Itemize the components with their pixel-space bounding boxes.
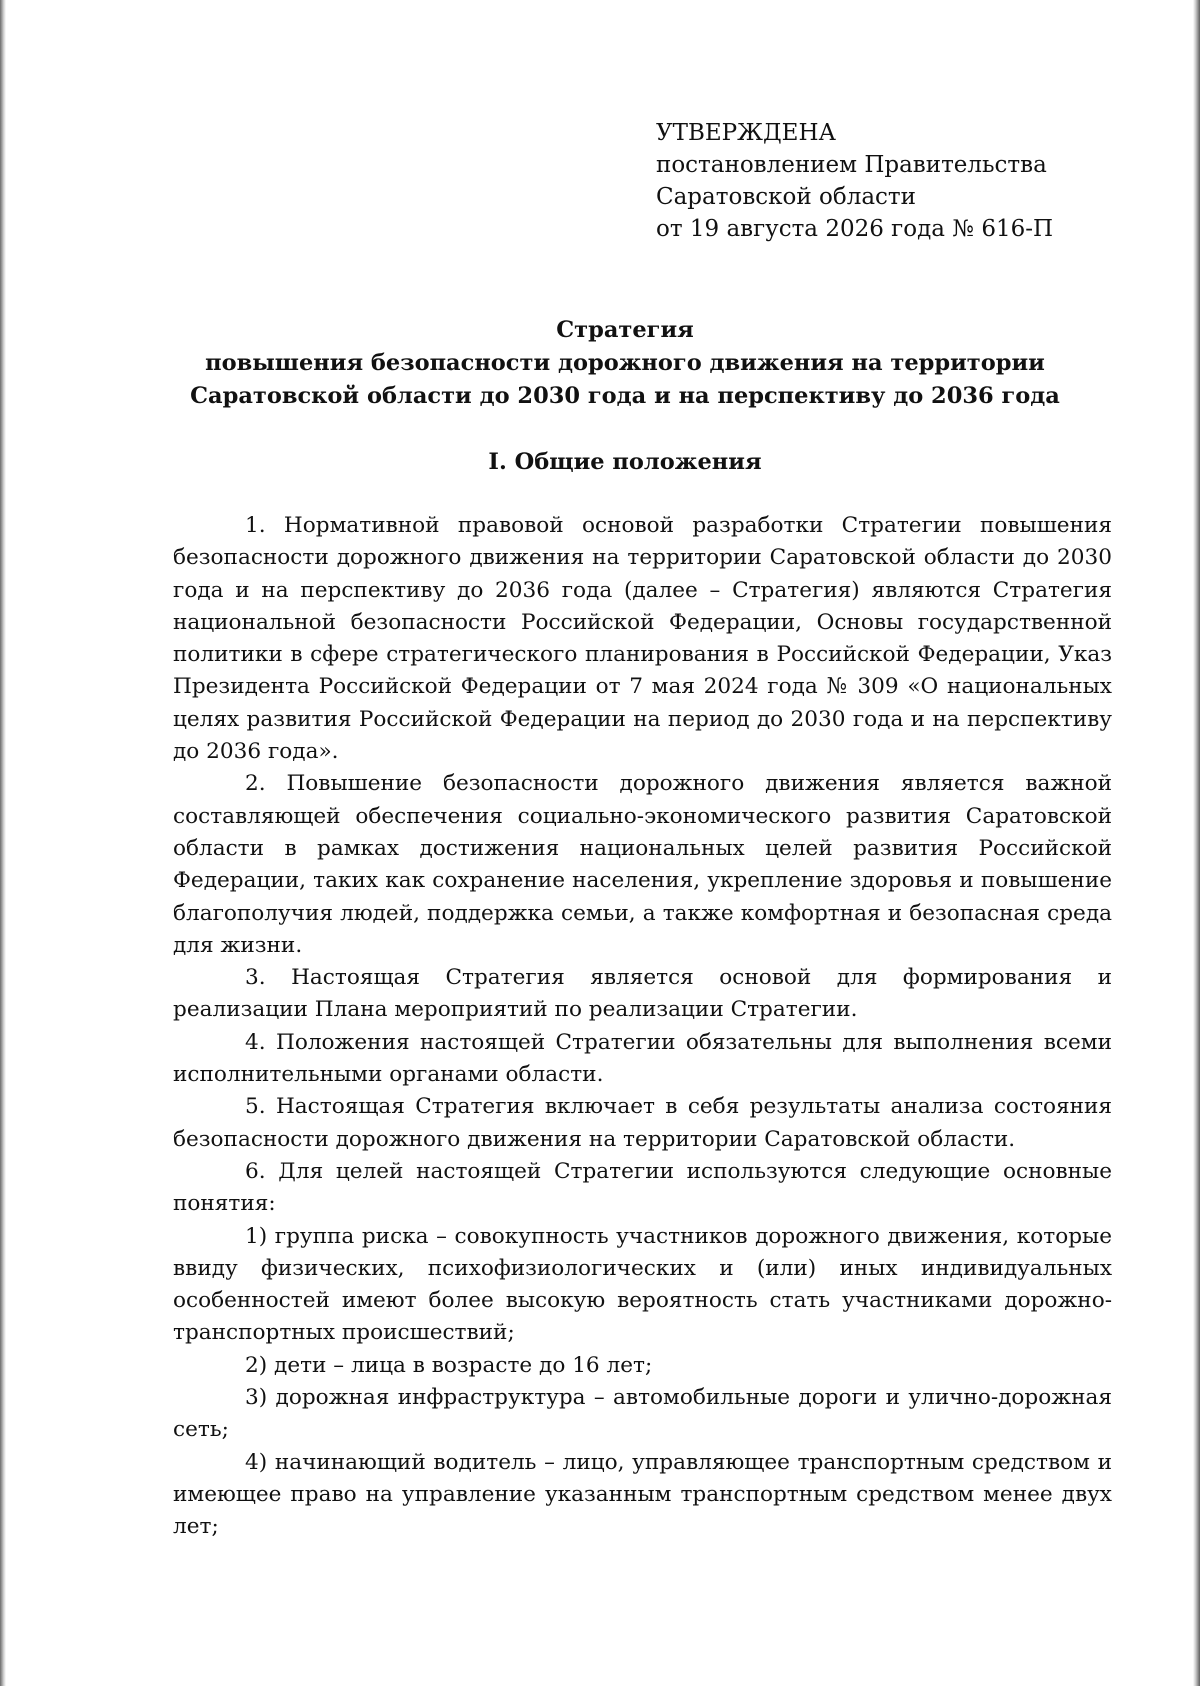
document-body xyxy=(173,510,1112,1544)
title-line-1: Стратегия xyxy=(556,317,694,343)
definition-1: 1) группа риска – совокупность участников дорожного движения, которые ввиду физических, психофизиологических и (или) иных индивидуальных особенностей имеют более высокую вероятность стать участниками дорожно-транспортных происшествий; xyxy=(173,1223,1112,1346)
paragraph-4: 4. Положения настоящей Стратегии обязательны для выполнения всеми исполнительными органами области. xyxy=(173,1029,1112,1088)
document-title xyxy=(120,314,1130,413)
section-heading: I. Общие положения xyxy=(488,449,762,475)
approval-label: УТВЕРЖДЕНА xyxy=(656,120,836,146)
approval-region: Саратовской области xyxy=(656,184,916,210)
title-line-3: Саратовской области до 2030 года и на перспективу до 2036 года xyxy=(190,383,1060,409)
definition-4: 4) начинающий водитель – лицо, управляющее транспортным средством и имеющее право на управление указанным транспортным средством менее двух лет; xyxy=(173,1449,1112,1540)
paragraph-1: 1. Нормативной правовой основой разработки Стратегии повышения безопасности дорожного движения на территории Саратовской области до 2030 года и на перспективу до 2036 года (далее – Стратегия) являются Стратегия национальной безопасности Российской Федерации, Основы государственной политики в сфере стратегического планирования в Российской Федерации, Указ Президента Российской Федерации от 7 мая 2024 года № 309 «О национальных целях развития Российской Федерации на период до 2030 года и на перспективу до 2036 года». xyxy=(173,513,1112,765)
paragraph-3: 3. Настоящая Стратегия является основой для формирования и реализации Плана мероприятий по реализации Стратегии. xyxy=(173,965,1112,1023)
scan-edge-right xyxy=(1193,0,1200,1686)
approval-stamp-block xyxy=(656,117,1116,245)
approval-date-number: от 19 августа 2026 года № 616-П xyxy=(656,216,1054,242)
paragraph-5: 5. Настоящая Стратегия включает в себя результаты анализа состояния безопасности дорожного движения на территории Саратовской области. xyxy=(173,1094,1112,1152)
definition-3: 3) дорожная инфраструктура – автомобильные дороги и улично-дорожная сеть; xyxy=(173,1385,1112,1443)
definition-2: 2) дети – лица в возрасте до 16 лет; xyxy=(245,1352,653,1378)
paragraph-6: 6. Для целей настоящей Стратегии используются следующие основные понятия: xyxy=(173,1158,1112,1217)
paragraph-2: 2. Повышение безопасности дорожного движения является важной составляющей обеспечения социально-экономического развития Саратовской области в рамках достижения национальных целей развития Российской Федерации, таких как сохранение населения, укрепление здоровья и повышение благополучия людей, поддержка семьи, а также комфортная и безопасная среда для жизни. xyxy=(173,771,1112,958)
scan-edge-left xyxy=(0,0,6,1686)
title-line-2: повышения безопасности дорожного движения на территории xyxy=(205,350,1045,376)
approval-resolution: постановлением Правительства xyxy=(656,152,1047,178)
